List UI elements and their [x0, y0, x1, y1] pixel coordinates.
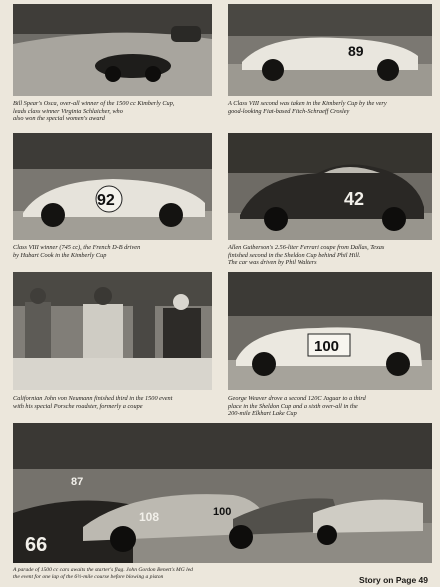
caption-parade: A parade of 1500 cc cars awaits the starter's flag. John Gordon Benett's MG led the event for one lap of the 6½-mile course before blowing a piston [13, 567, 193, 580]
photo-parade [13, 423, 432, 563]
photo-jaguar-100 [228, 272, 432, 390]
caption-osca: Bill Spear's Osca, over-all winner of the 1500 cc Kimberly Cup, leads class winner Virginia Schlaicher, who also won the special women's award [13, 100, 175, 123]
car-number-87: 87 [71, 476, 84, 488]
caption-porsche: Californian John von Neumann finished third in the 1500 event with his special Porsche roadster, formerly a coupe [13, 395, 173, 410]
photo-porsche-crew [13, 272, 212, 390]
car-number-42: 42 [344, 189, 365, 209]
photo-db-92 [13, 133, 212, 240]
caption-ferrari: Allen Guiberson's 2.56-liter Ferrari coupe from Dallas, Texas finished second in the Sheldon Cup behind Phil Hill. The car was driven by Phil Walters [228, 244, 385, 267]
photo-ferrari-42 [228, 133, 432, 240]
car-number-108: 108 [139, 510, 160, 524]
car-number-parade-100: 100 [213, 506, 232, 518]
car-number-89: 89 [348, 43, 364, 59]
car-number-92: 92 [97, 192, 115, 209]
story-page-reference: Story on Page 49 [359, 575, 428, 585]
photo-crosley-89 [228, 4, 432, 96]
caption-db: Class VIII winner (745 cc), the French D-B driven by Hubart Cook in the Kimberly Cup [13, 244, 141, 259]
caption-crosley: A Class VIII second was taken in the Kimberly Cup by the very good-looking Fiat-based Fitch-Schraeff Crosley [228, 100, 387, 115]
car-number-100: 100 [314, 338, 340, 355]
caption-jaguar: George Weaver drove a second 120C Jaguar to a third place in the Sheldon Cup and a sixth over-all in the 200-mile Elkhart Lake Cup [228, 395, 366, 418]
photo-osca-leading [13, 4, 212, 96]
car-number-66: 66 [25, 534, 48, 556]
